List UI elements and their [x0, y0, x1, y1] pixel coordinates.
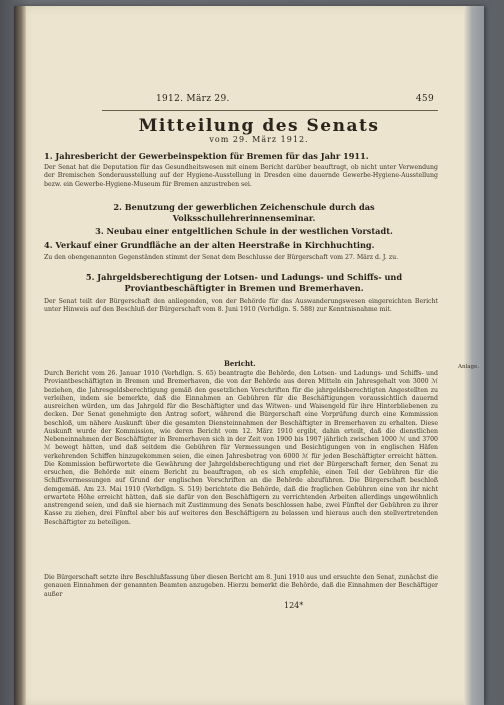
section-heading: 4. Verkauf einer Grundfläche an der alten Heerstraße in Kirchhuchting.: [44, 240, 375, 250]
header-date: 1912. März 29.: [156, 94, 230, 104]
signature-mark: 124*: [284, 601, 304, 610]
report-paragraph: Die Bürgerschaft setzte ihre Beschlußfassung über diesen Bericht am 8. Juni 1910 aus und ersuchte den Senat, zunächst die genauen Einnahmen der genannten Beamten anzugeben. Hierzu bemerkt die Behörde, daß die Einnahmen der Beschäftiger außer: [44, 574, 438, 598]
page-edge: [464, 6, 484, 705]
report-paragraph: Durch Bericht vom 26. Januar 1910 (Verhdlgn. S. 65) beantragte die Behörde, den Lotsen- und Ladungs- und Schiffs- und Proviantbeschäftigten in Bremen und Bremerhaven, die von der Behörde aus deren Mitteln ein Jahresgehalt von 3000 ℳ beziehen, die Jahresgeldsberechtigung gemäß den gesetzlichen Vorschriften für die jahrgeldsberechtigten Angestellten zu verleihen, indem sie bemerkte, daß die Einnahmen an Gebühren für die Beschäftigungen voraussichtlich dauernd ausreichen würden, um das Jahrgeld für die Beschäftigter und das Witwen- und Waisengeld für ihre Hinterbliebenen zu decken. Der Senat genehmigte den Antrag sofort, während die Bürgerschaft eine Vorprüfung durch eine Kommission beschloß, um nähere Auskunft über die gesamten Diensteinnahmen der Beschäftigter in Bremerhaven zu erhalten. Diese Auskunft wurde der Kommission, wie deren Bericht vom 12. März 1910 ergibt, dahin erteilt, daß die dienstlichen Nebeneinnahmen der Beschäftigter in Bremerhaven sich in der Zeit von 1900 bis 1907 jährlich zwischen 1000 ℳ und 3700 ℳ bewegt hätten, und daß seitdem die Gebühren für Vermessungen und Besichtigungen von in englischen Häfen verkehrenden Schiffen hinzugekommen seien, die einen Jahresbetrag von 6000 ℳ für jeden Beschäftigter erreicht hätten. Die Kommission befürwortete die Gewährung der Jahrgeldsberechtigung und riet der Bürgerschaft ferner, den Senat zu ersuchen, die Behörde mit einem Bericht zu beauftragen, ob es sich empfehle, einen Teil der Gebühren für die Schiffsvermessungen auf Grund der englischen Vorschriften an die Behörde abzuführen. Die Bürgerschaft beschloß demgemäß. Am 23. Mai 1910 (Verhdlgn. S. 519) berichtete die Behörde, daß die fraglichen Gebühren eine von ihr nicht erwartete Höhe erreicht hätten, daß sie dafür von den Beschäftigern zu verrichtenden Arbeiten allerdings ungewöhnlich anstrengend seien, und daß sie hiernach mit Zustimmung des Senats beschlossen habe, zwei Fünftel der Gebühren zu ihrer Kasse zu ziehen, drei Fünftel aber bis auf weiteres den Beschäftigern zu belassen und hieraus auch den stellvertretenden Beschäftigter zu beteiligen.: [44, 370, 438, 526]
section-heading: 2. Benutzung der gewerblichen Zeichenschule durch das Volksschullehrerinnenseminar.: [113, 202, 375, 223]
book-binding: [14, 6, 26, 705]
section-body: Zu den obengenannten Gegenständen stimmt der Senat dem Beschlusse der Bürgerschaft vom 27. März d. J. zu.: [44, 254, 399, 261]
running-header: [134, 94, 434, 108]
section-heading: 5. Jahrgeldsberechtigung der Lotsen- und Ladungs- und Schiffs- und Proviantbeschäftigter in Bremen und Bremerhaven.: [85, 272, 403, 293]
document-title: Mitteilung des Senats: [138, 116, 380, 136]
section-body: Der Senat teilt der Bürgerschaft den anliegenden, von der Behörde für das Auswanderungswesen eingereichten Bericht unter Hinweis auf den Beschluß der Bürgerschaft vom 8. Juni 1910 (Verhdlgn. S. 588) zur Kenntnisnahme mit.: [44, 298, 438, 314]
header-rule: [102, 110, 438, 111]
page-number: 459: [415, 94, 434, 104]
document-subtitle: vom 29. März 1912.: [209, 135, 309, 144]
section-body: Der Senat hat die Deputation für das Gesundheitswesen mit einem Bericht darüber beauftragt, ob nicht unter Verwendung der Bremischen Sonderausstellung auf der Hygiene-Ausstellung in Dresden eine dauernde Gewerbe-Hygiene-Ausstellung bezw. ein Gewerbe-Hygiene-Museum für Bremen anzustreben sei.: [44, 164, 438, 188]
margin-note: Anlage.: [458, 364, 480, 370]
book-page: [14, 6, 484, 705]
report-heading: Bericht.: [224, 359, 256, 368]
section-heading: 1. Jahresbericht der Gewerbeinspektion für Bremen für das Jahr 1911.: [44, 151, 369, 161]
section-heading: 3. Neubau einer entgeltlichen Schule in der westlichen Vorstadt.: [95, 226, 393, 236]
